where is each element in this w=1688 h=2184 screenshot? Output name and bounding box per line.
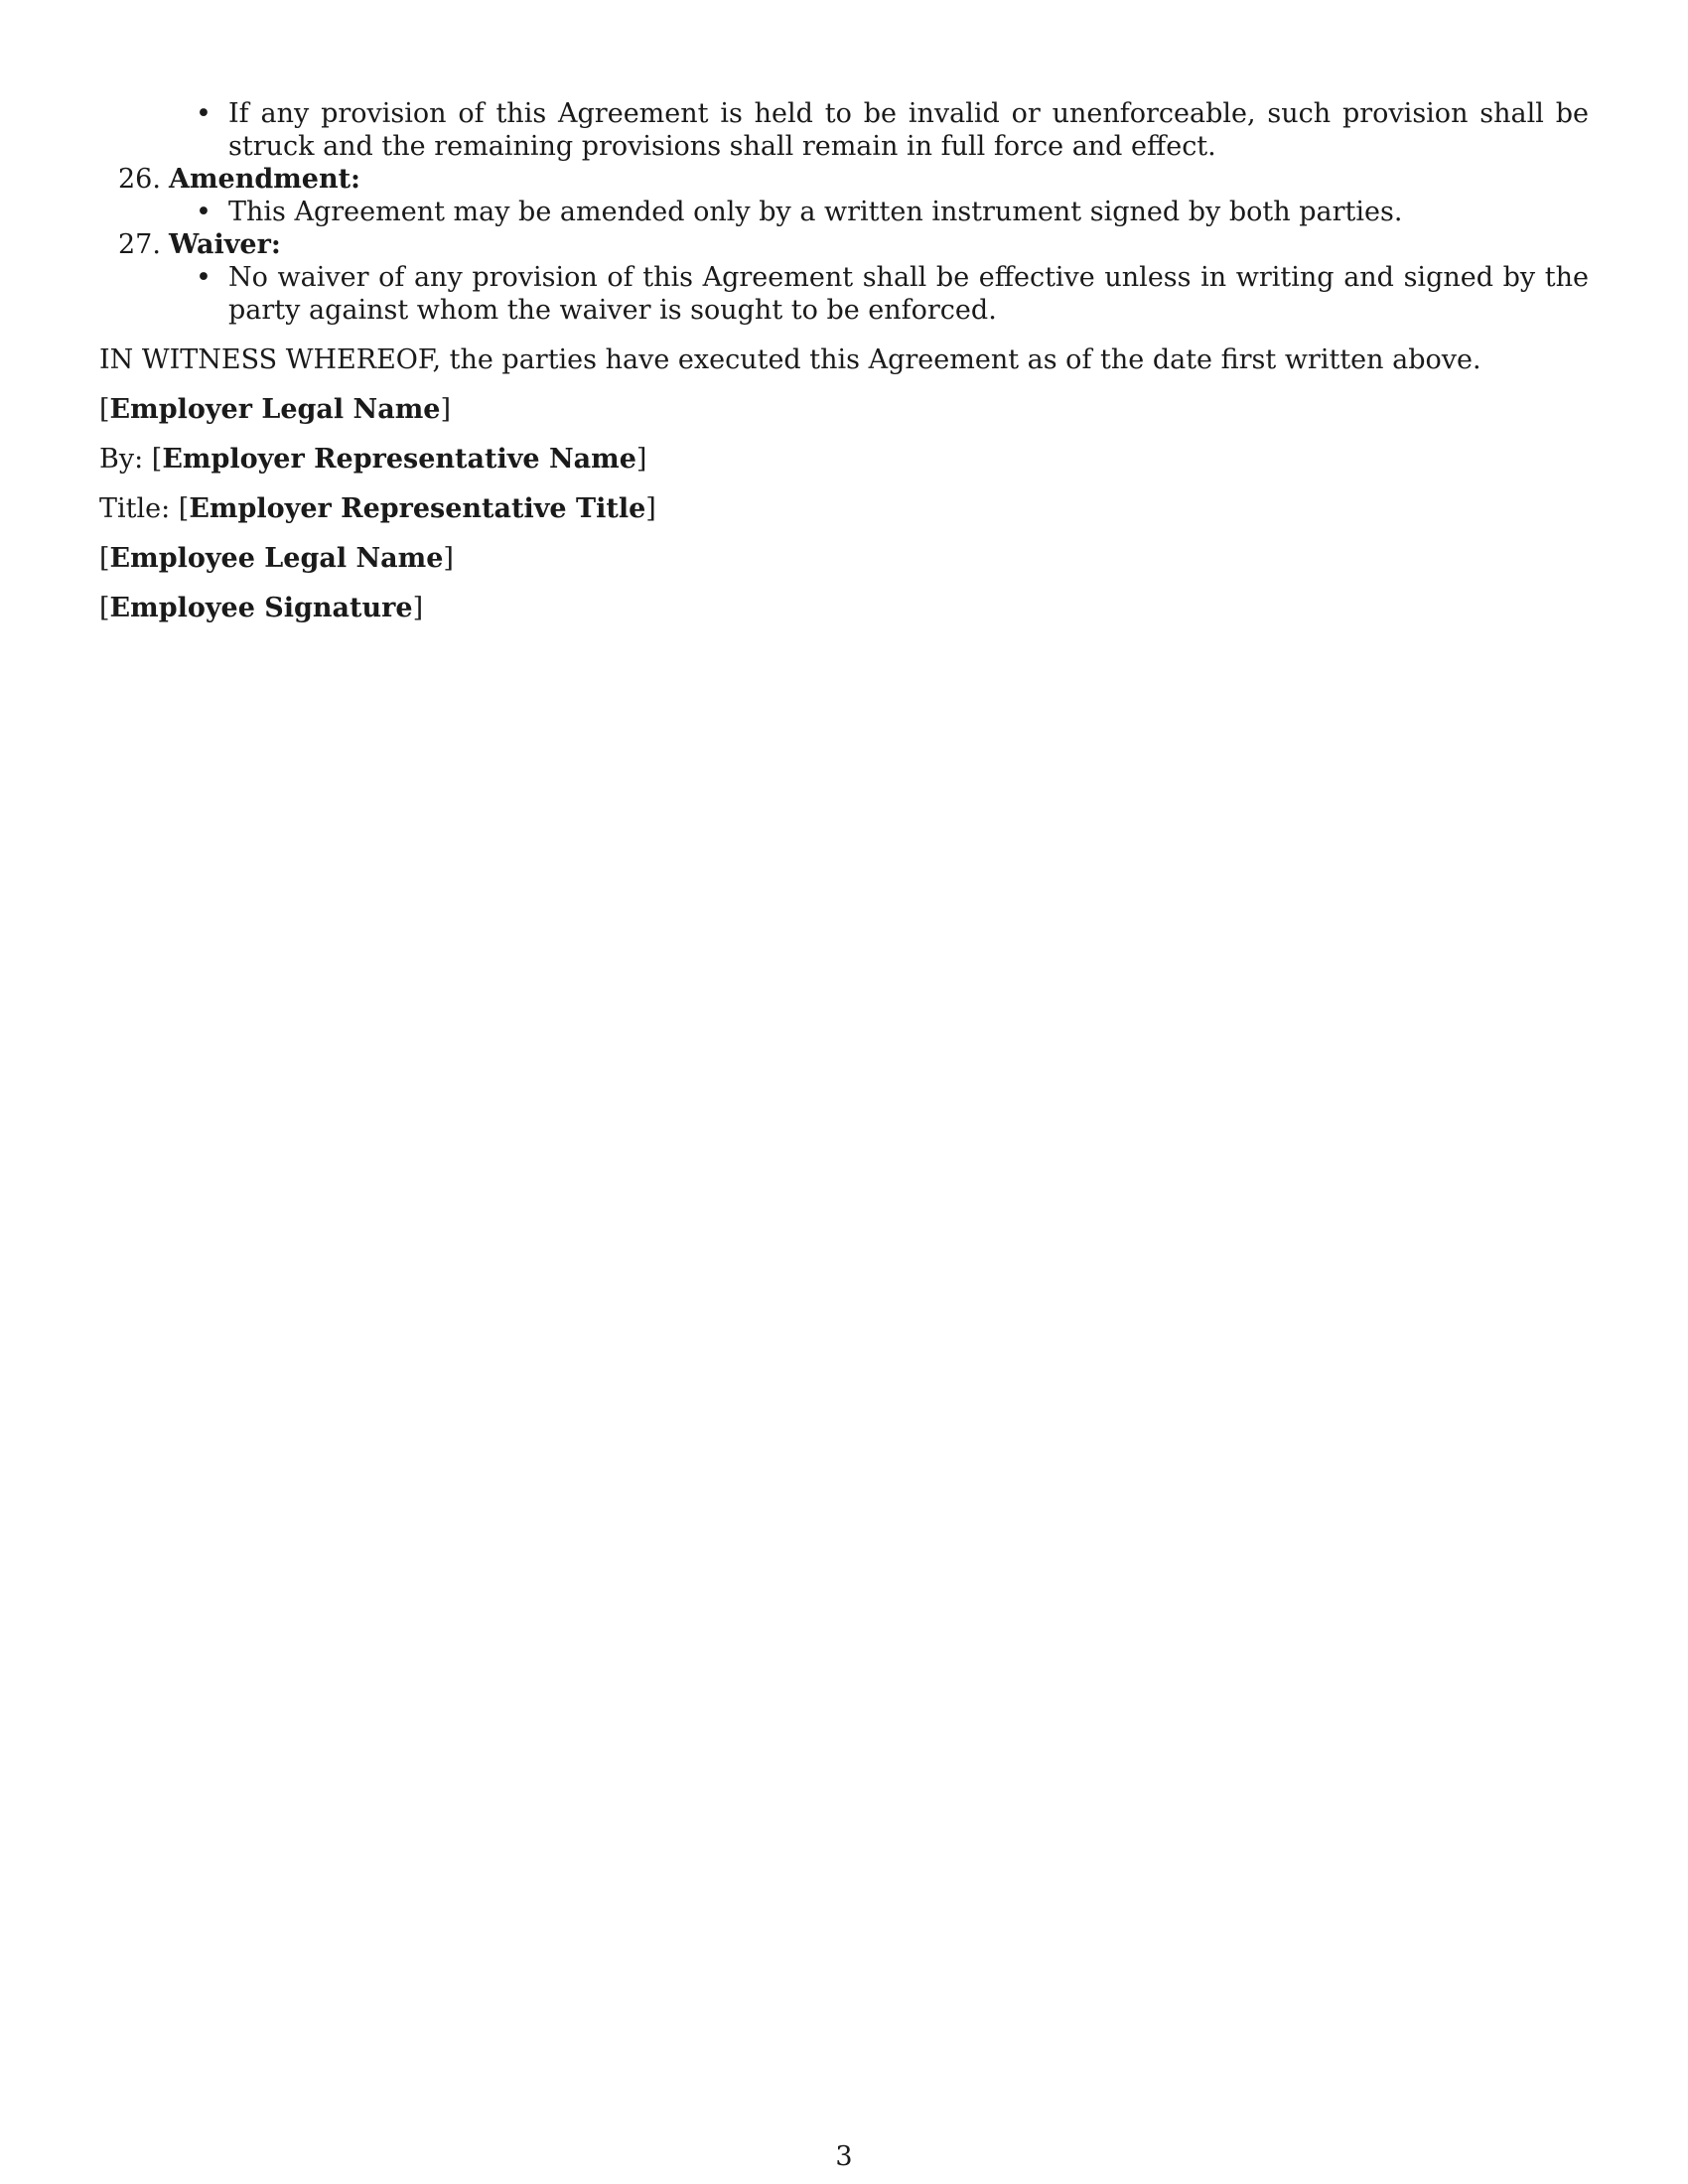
bullet-icon: • xyxy=(196,262,211,293)
document-body xyxy=(99,97,1589,624)
signature-employee-signature: [Employee Signature] xyxy=(99,593,424,623)
section-number: 27. xyxy=(118,229,161,260)
section-title: Waiver: xyxy=(169,229,281,260)
list-item xyxy=(99,196,1589,228)
section-number: 26. xyxy=(118,164,161,195)
section-heading-amendment xyxy=(99,163,1589,196)
section-heading-waiver xyxy=(99,228,1589,261)
section-title: Amendment: xyxy=(169,164,361,195)
list-item xyxy=(99,261,1589,327)
amendment-clause-text: This Agreement may be amended only by a written instrument signed by both parties. xyxy=(228,197,1403,227)
list-item xyxy=(99,97,1589,163)
placeholder-value: Employer Representative Name xyxy=(162,444,636,475)
placeholder-value: Employee Legal Name xyxy=(109,543,444,574)
placeholder-value: Employer Representative Title xyxy=(189,493,646,524)
severability-clause-text: If any provision of this Agreement is held to be invalid or unenforceable, such provision shall be struck and the remaining provisions shall remain in full force and effect. xyxy=(228,98,1589,162)
placeholder-value: Employee Signature xyxy=(109,593,413,623)
page-number: 3 xyxy=(835,2141,853,2172)
signature-prefix: Title: xyxy=(99,493,179,524)
witness-statement: IN WITNESS WHEREOF, the parties have executed this Agreement as of the date first written above. xyxy=(99,344,1481,375)
signature-employer-title: Title: [Employer Representative Title] xyxy=(99,493,656,524)
signature-employer-representative: By: [Employer Representative Name] xyxy=(99,444,647,475)
signature-prefix: By: xyxy=(99,444,152,475)
placeholder-value: Employer Legal Name xyxy=(109,394,441,425)
signature-employer-name: [Employer Legal Name] xyxy=(99,394,451,425)
bullet-icon: • xyxy=(196,98,211,129)
bullet-icon: • xyxy=(196,197,211,227)
signature-employee-name: [Employee Legal Name] xyxy=(99,543,454,574)
waiver-clause-text: No waiver of any provision of this Agreement shall be effective unless in writing and signed by the party against whom the waiver is sought to be enforced. xyxy=(228,262,1589,326)
